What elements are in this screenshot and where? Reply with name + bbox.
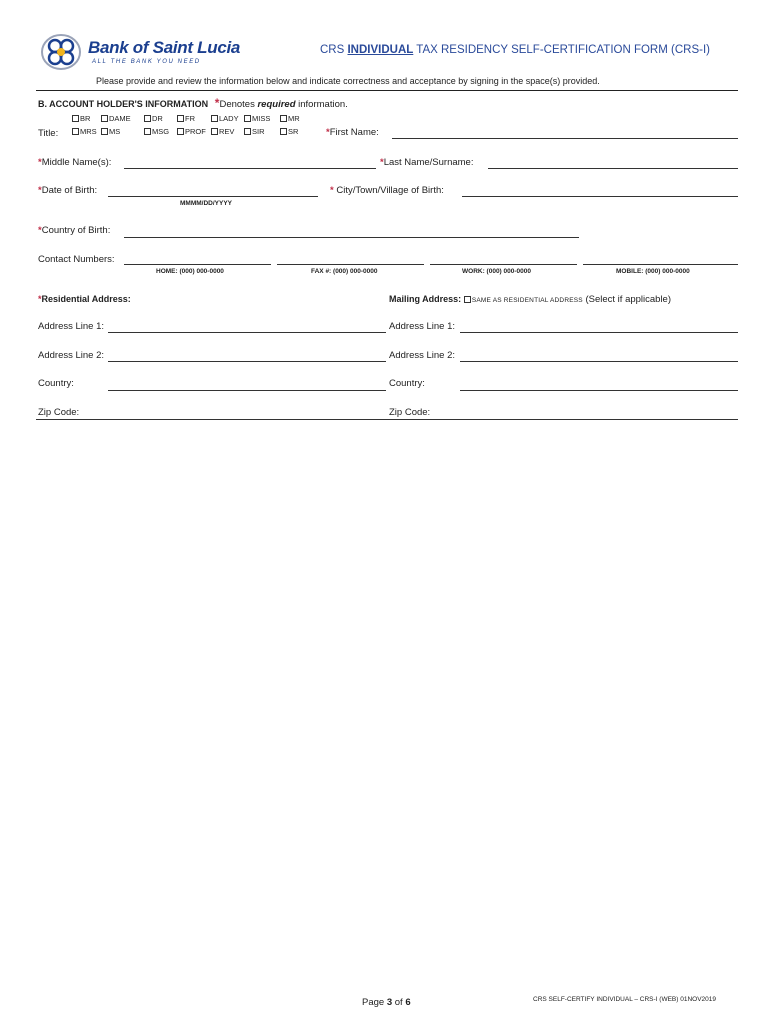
- page-total: 6: [405, 997, 411, 1008]
- title-label: Title:: [38, 128, 59, 139]
- title-option-label: FR: [185, 114, 195, 123]
- required-star: *: [326, 127, 330, 138]
- dob-field[interactable]: [108, 196, 318, 197]
- res-line2-field[interactable]: [108, 361, 386, 362]
- title-option-lady[interactable]: [211, 114, 239, 123]
- title-option-prof[interactable]: [177, 127, 206, 136]
- title-checkbox[interactable]: [211, 115, 218, 122]
- res-zip-label: Zip Code:: [38, 407, 80, 418]
- title-checkbox[interactable]: [101, 128, 108, 135]
- mail-line2-field[interactable]: [460, 361, 738, 362]
- res-line2-label: Address Line 2:: [38, 350, 105, 361]
- country-birth-text: Country of Birth:: [41, 225, 111, 236]
- last-name-field[interactable]: [488, 168, 738, 169]
- required-star: *: [330, 185, 334, 196]
- title-checkbox[interactable]: [244, 115, 251, 122]
- title-option-mrs[interactable]: [72, 127, 97, 136]
- home-phone-field[interactable]: [124, 264, 271, 265]
- res-country-field[interactable]: [108, 390, 386, 391]
- res-line1-field[interactable]: [108, 332, 386, 333]
- title-checkbox[interactable]: [144, 128, 151, 135]
- required-star: *: [38, 225, 42, 236]
- page-indicator: [362, 997, 411, 1008]
- title-option-label: MS: [109, 127, 121, 136]
- residential-text: Residential Address:: [41, 294, 131, 304]
- form-title: [320, 44, 710, 56]
- title-suffix: TAX RESIDENCY SELF-CERTIFICATION FORM (CRS-I): [413, 44, 710, 56]
- title-option-dame[interactable]: [101, 114, 131, 123]
- required-note-a: Denotes: [219, 99, 258, 110]
- page-prefix: Page: [362, 997, 387, 1008]
- mail-zip-field[interactable]: [386, 419, 738, 420]
- country-birth-field[interactable]: [124, 237, 579, 238]
- title-option-msg[interactable]: [144, 127, 169, 136]
- title-checkbox[interactable]: [177, 128, 184, 135]
- title-option-label: DAME: [109, 114, 131, 123]
- fax-field[interactable]: [277, 264, 424, 265]
- title-option-label: BR: [80, 114, 91, 123]
- bank-logo: [40, 32, 260, 72]
- res-zip-field[interactable]: [36, 419, 386, 420]
- title-emphasis: INDIVIDUAL: [347, 44, 414, 56]
- city-text: City/Town/Village of Birth:: [333, 185, 444, 196]
- dob-label: [38, 185, 97, 196]
- contact-label: Contact Numbers:: [38, 254, 115, 265]
- res-country-label: Country:: [38, 378, 74, 389]
- title-checkbox[interactable]: [72, 128, 79, 135]
- logo-emblem-icon: [40, 32, 82, 72]
- title-option-miss[interactable]: [244, 114, 270, 123]
- title-option-dr[interactable]: [144, 114, 163, 123]
- bank-name: Bank of Saint Lucia: [88, 38, 241, 57]
- page-of: of: [392, 997, 406, 1008]
- mail-line1-field[interactable]: [460, 332, 738, 333]
- required-note-c: information.: [295, 99, 348, 110]
- title-option-sr[interactable]: [280, 127, 298, 136]
- title-option-sir[interactable]: [244, 127, 265, 136]
- title-checkbox[interactable]: [72, 115, 79, 122]
- mail-zip-label: Zip Code:: [389, 407, 431, 418]
- dob-text: Date of Birth:: [41, 185, 98, 196]
- title-option-label: MR: [288, 114, 300, 123]
- bank-tagline: ALL THE BANK YOU NEED: [92, 59, 201, 65]
- title-prefix: CRS: [320, 44, 348, 56]
- title-checkbox[interactable]: [244, 128, 251, 135]
- title-option-label: PROF: [185, 127, 206, 136]
- mailing-text: Mailing Address:: [389, 294, 462, 304]
- title-checkbox[interactable]: [144, 115, 151, 122]
- section-heading: [38, 96, 348, 110]
- work-hint: WORK: (000) 000-0000: [462, 268, 531, 275]
- required-star: *: [38, 294, 42, 304]
- middle-name-text: Middle Name(s):: [41, 157, 112, 168]
- dob-format-hint: MMMM/DD/YYYY: [180, 200, 232, 207]
- title-option-fr[interactable]: [177, 114, 195, 123]
- same-as-residential-checkbox[interactable]: [464, 296, 471, 303]
- mailing-heading: [389, 294, 671, 305]
- middle-name-label: [38, 157, 111, 168]
- required-star: *: [214, 96, 220, 110]
- mail-country-label: Country:: [389, 378, 425, 389]
- country-birth-label: [38, 225, 110, 236]
- last-name-text: Last Name/Surname:: [383, 157, 474, 168]
- title-checkbox[interactable]: [280, 128, 287, 135]
- mail-country-field[interactable]: [460, 390, 738, 391]
- mail-line1-label: Address Line 1:: [389, 321, 456, 332]
- required-note-b: required: [257, 99, 296, 110]
- title-option-label: SIR: [252, 127, 265, 136]
- title-option-label: SR: [288, 127, 299, 136]
- fax-hint: FAX #: (000) 000-0000: [311, 268, 378, 275]
- mobile-hint: MOBILE: (000) 000-0000: [616, 268, 690, 275]
- instructions: Please provide and review the information below and indicate correctness and acceptance by signing in the space(s) provided.: [96, 76, 600, 86]
- title-option-label: LADY: [219, 114, 239, 123]
- city-label: [330, 185, 444, 196]
- mail-line2-label: Address Line 2:: [389, 350, 456, 361]
- first-name-text: First Name:: [329, 127, 379, 138]
- title-option-label: DR: [152, 114, 163, 123]
- title-option-label: MISS: [252, 114, 271, 123]
- home-hint: HOME: (000) 000-0000: [156, 268, 224, 275]
- title-option-rev[interactable]: [211, 127, 234, 136]
- work-phone-field[interactable]: [430, 264, 577, 265]
- select-note: (Select if applicable): [582, 294, 672, 305]
- first-name-label: [326, 127, 379, 138]
- title-option-label: MRS: [80, 127, 97, 136]
- title-checkbox[interactable]: [280, 115, 287, 122]
- title-option-ms[interactable]: [101, 127, 120, 136]
- first-name-field[interactable]: [392, 138, 738, 139]
- doc-code: CRS SELF-CERTIFY INDIVIDUAL – CRS-I (WEB) 01NOV2019: [533, 996, 717, 1003]
- header-rule: [36, 90, 738, 91]
- page-number: 3: [386, 997, 393, 1008]
- required-star: *: [38, 185, 42, 196]
- title-option-label: MSG: [152, 127, 170, 136]
- res-line1-label: Address Line 1:: [38, 321, 105, 332]
- residential-heading: [38, 294, 131, 304]
- required-star: *: [380, 157, 384, 168]
- title-option-mr[interactable]: [280, 114, 300, 123]
- title-checkbox[interactable]: [211, 128, 218, 135]
- required-star: *: [38, 157, 42, 168]
- title-option-label: REV: [219, 127, 235, 136]
- mobile-phone-field[interactable]: [583, 264, 738, 265]
- title-checkbox[interactable]: [177, 115, 184, 122]
- city-field[interactable]: [462, 196, 738, 197]
- title-option-br[interactable]: [72, 114, 90, 123]
- last-name-label: [380, 157, 473, 168]
- title-checkbox[interactable]: [101, 115, 108, 122]
- same-as-text: SAME AS RESIDENTIAL ADDRESS: [471, 297, 583, 304]
- middle-name-field[interactable]: [124, 168, 376, 169]
- section-title: B. ACCOUNT HOLDER'S INFORMATION: [38, 99, 209, 109]
